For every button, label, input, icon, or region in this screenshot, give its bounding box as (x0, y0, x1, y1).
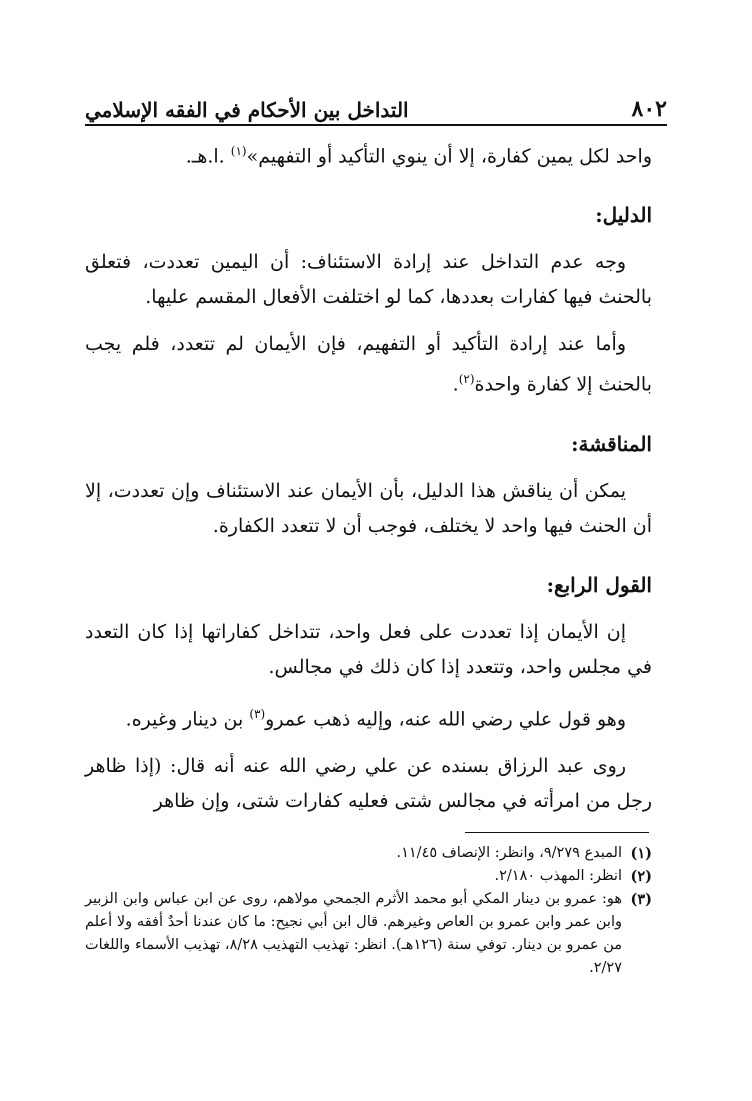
paragraph: واحد لكل يمين كفارة، إلا أن ينوي التأكيد أو التفهيم»$^{(١)}$ .ا.هـ. (185, 144, 652, 168)
footnote-item (85, 842, 652, 865)
footnote-text: المبدع ٩/٢٧٩، وانظر: الإنصاف ١١/٤٥. (396, 845, 622, 861)
page-number: ٨٠٢ (631, 96, 667, 122)
paragraph: وأما عند إرادة التأكيد أو التفهيم، فإن الأيمان لم تتعدد، فلم يجب بالحنث إلا كفارة واحدة$^{(٢)}$. (85, 333, 652, 396)
footnote-text: هو: عمرو بن دينار المكي أبو محمد الأثرم الجمحي مولاهم، روى عن ابن عباس وابن الزبير وابن عمر وابن عمرو بن العاص وغيرهم. قال ابن أبي نجيح: ما كان عندنا أحدٌ أفقه ولا أعلم من عمرو بن دينار. توفي سنة (١٢٦هـ). انظر: تهذيب التهذيب ٨/٢٨، تهذيب الأسماء واللغات ٢/٢٧. (85, 891, 623, 976)
paragraph: وجه عدم التداخل عند إرادة الاستئناف: أن اليمين تعددت، فتعلق بالحنث فيها كفارات بعددها، كما لو اختلفت الأفعال المقسم عليها. (85, 251, 652, 309)
footnote-separator (465, 832, 649, 833)
footnote-item (85, 888, 652, 980)
paragraph: وهو قول علي رضي الله عنه، وإليه ذهب عمرو$^{(٣)}$ بن دينار وغيره. (125, 706, 626, 730)
main-text (85, 134, 652, 819)
paragraph: يمكن أن يناقش هذا الدليل، بأن الأيمان عند الاستئناف وإن تعددت، إلا أن الحنث فيها واحد لا يختلف، فوجب أن لا تتعدد الكفارة. (85, 479, 652, 537)
footnote-ref: (٢) (458, 372, 475, 387)
footnote-ref: (٣) (249, 706, 266, 721)
footnotes (85, 842, 652, 980)
section-heading-discussion: المناقشة: (571, 431, 652, 456)
footnote-text: انظر: المهذب ٢/١٨٠. (494, 868, 622, 884)
running-title: التداخل بين الأحكام في الفقه الإسلامي (85, 98, 409, 122)
header-rule (85, 124, 667, 126)
paragraph: روى عبد الرزاق بسنده عن علي رضي الله عنه أنه قال: (إذا ظاهر رجل من امرأته في مجالس شتى فعليه كفارات شتى، وإن ظاهر (85, 754, 652, 812)
footnote-number: (١) (630, 845, 652, 862)
footnote-number: (٣) (630, 891, 652, 908)
footnote-number: (٢) (630, 868, 652, 885)
section-heading-evidence: الدليل: (595, 203, 652, 228)
footnote-item (85, 865, 652, 888)
paragraph: إن الأيمان إذا تعددت على فعل واحد، تتداخل كفاراتها إذا كان التعدد في مجلس واحد، وتتعدد إذا كان ذلك في مجالس. (85, 620, 652, 678)
section-heading-fourth-opinion: القول الرابع: (546, 572, 652, 597)
footnote-ref: (١) (230, 144, 247, 158)
page-header (85, 82, 667, 122)
